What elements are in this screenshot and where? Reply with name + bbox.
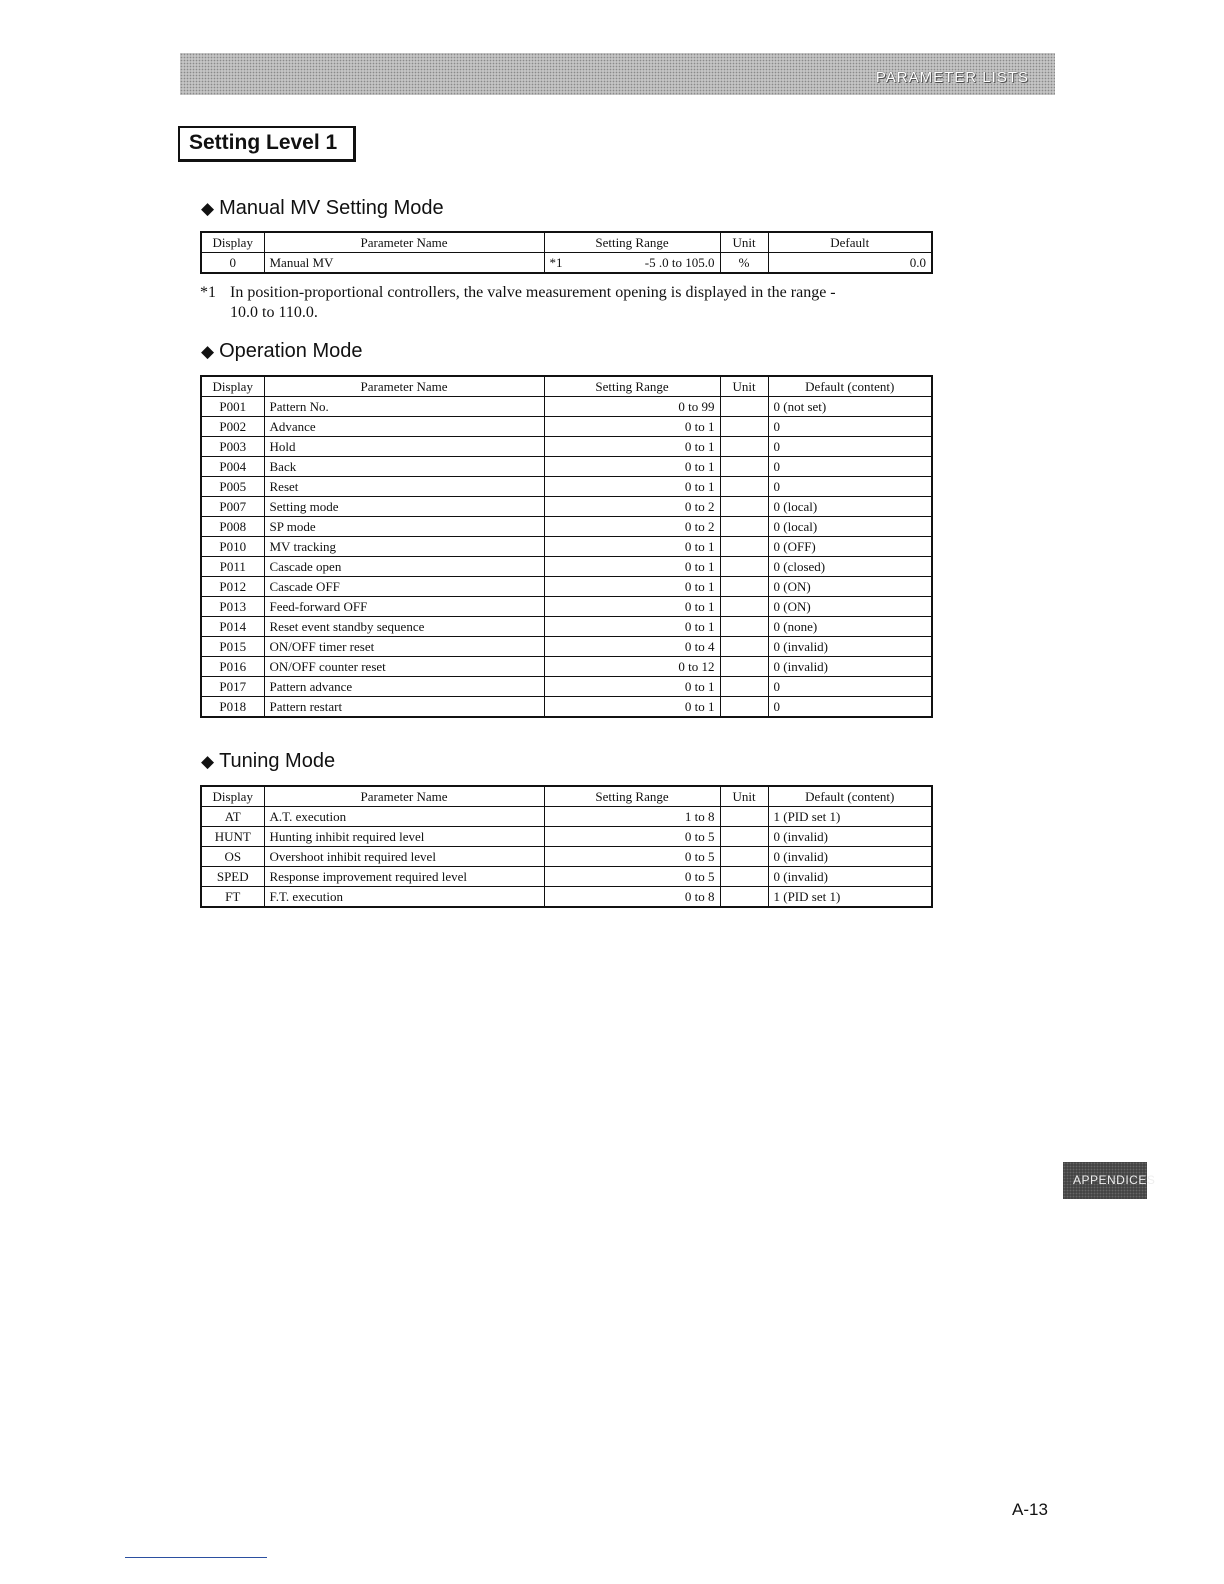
unit-cell: [720, 577, 768, 597]
header-cell: Setting Range: [544, 376, 720, 397]
unit-cell: [720, 397, 768, 417]
display-cell: P003: [201, 437, 264, 457]
default-cell: 0 (local): [768, 517, 932, 537]
range-cell: 0 to 99: [544, 397, 720, 417]
name-cell: ON/OFF timer reset: [264, 637, 544, 657]
header-cell: Setting Range: [544, 232, 720, 253]
range-cell: 0 to 1: [544, 677, 720, 697]
footnote-line1: In position-proportional controllers, the valve measurement opening is displayed in the range -: [230, 284, 836, 301]
table-row: [201, 537, 932, 557]
default-cell: 0 (OFF): [768, 537, 932, 557]
display-cell: P007: [201, 497, 264, 517]
header-cell: Unit: [720, 786, 768, 807]
range-cell: 0 to 2: [544, 517, 720, 537]
range-cell: [544, 253, 720, 274]
display-cell: P014: [201, 617, 264, 637]
table-header-row: [201, 232, 932, 253]
footnote-line2: 10.0 to 110.0.: [230, 304, 318, 321]
default-cell: 0: [768, 457, 932, 477]
display-cell: 0: [201, 253, 264, 274]
header-cell: Unit: [720, 376, 768, 397]
display-cell: P016: [201, 657, 264, 677]
unit-cell: [720, 517, 768, 537]
range-cell: 0 to 5: [544, 847, 720, 867]
table-row: [201, 253, 932, 274]
default-cell: 0 (ON): [768, 577, 932, 597]
table-row: [201, 477, 932, 497]
unit-cell: [720, 677, 768, 697]
name-cell: Cascade open: [264, 557, 544, 577]
unit-cell: [720, 437, 768, 457]
display-cell: P004: [201, 457, 264, 477]
name-cell: Manual MV: [264, 253, 544, 274]
range-cell: 0 to 1: [544, 557, 720, 577]
default-cell: 1 (PID set 1): [768, 807, 932, 827]
default-cell: 0 (invalid): [768, 637, 932, 657]
range-cell: 0 to 2: [544, 497, 720, 517]
unit-cell: [720, 697, 768, 718]
name-cell: Reset event standby sequence: [264, 617, 544, 637]
display-cell: SPED: [201, 867, 264, 887]
display-cell: P010: [201, 537, 264, 557]
default-cell: 0 (invalid): [768, 657, 932, 677]
table-row: [201, 397, 932, 417]
default-cell: 0 (invalid): [768, 847, 932, 867]
name-cell: F.T. execution: [264, 887, 544, 908]
range-cell: 0 to 1: [544, 477, 720, 497]
table-row: [201, 517, 932, 537]
header-cell: Parameter Name: [264, 232, 544, 253]
default-cell: 0: [768, 417, 932, 437]
display-cell: FT: [201, 887, 264, 908]
tuning-title-text: Tuning Mode: [219, 750, 336, 772]
range-cell: 0 to 1: [544, 697, 720, 718]
header-banner: [180, 53, 1055, 95]
table-row: [201, 827, 932, 847]
range-cell: 0 to 12: [544, 657, 720, 677]
display-cell: HUNT: [201, 827, 264, 847]
tuning-table: [200, 785, 933, 908]
default-cell: 0 (ON): [768, 597, 932, 617]
display-cell: P011: [201, 557, 264, 577]
unit-cell: [720, 827, 768, 847]
range-cell: 0 to 1: [544, 537, 720, 557]
level-title: Setting Level 1: [189, 131, 338, 154]
table-row: [201, 657, 932, 677]
unit-cell: [720, 657, 768, 677]
header-cell: Display: [201, 786, 264, 807]
unit-cell: [720, 617, 768, 637]
default-cell: 0 (closed): [768, 557, 932, 577]
table-row: [201, 617, 932, 637]
diamond-bullet-icon: ◆: [201, 342, 215, 361]
footnote: [200, 283, 940, 323]
table-row: [201, 637, 932, 657]
unit-cell: %: [720, 253, 768, 274]
default-cell: 0 (invalid): [768, 827, 932, 847]
unit-cell: [720, 477, 768, 497]
range-cell: 0 to 8: [544, 887, 720, 908]
range-cell: 0 to 5: [544, 867, 720, 887]
level-title-box: [178, 126, 356, 162]
page-number: A-13: [1012, 1500, 1048, 1519]
table-row: [201, 697, 932, 718]
table-row: [201, 807, 932, 827]
table-row: [201, 597, 932, 617]
display-cell: P013: [201, 597, 264, 617]
header-cell: Default (content): [768, 376, 932, 397]
footnote-mark: *1: [200, 284, 216, 301]
table-row: [201, 867, 932, 887]
name-cell: SP mode: [264, 517, 544, 537]
display-cell: P002: [201, 417, 264, 437]
name-cell: Overshoot inhibit required level: [264, 847, 544, 867]
table-row: [201, 677, 932, 697]
default-cell: 0 (local): [768, 497, 932, 517]
header-cell: Display: [201, 232, 264, 253]
name-cell: Setting mode: [264, 497, 544, 517]
name-cell: Hold: [264, 437, 544, 457]
default-cell: 0.0: [768, 253, 932, 274]
default-cell: 0: [768, 477, 932, 497]
unit-cell: [720, 637, 768, 657]
header-cell: Parameter Name: [264, 786, 544, 807]
range-cell: 0 to 1: [544, 417, 720, 437]
unit-cell: [720, 867, 768, 887]
display-cell: P001: [201, 397, 264, 417]
table-row: [201, 557, 932, 577]
manual-title-text: Manual MV Setting Mode: [219, 197, 444, 219]
name-cell: Feed-forward OFF: [264, 597, 544, 617]
unit-cell: [720, 537, 768, 557]
name-cell: Pattern restart: [264, 697, 544, 718]
manual-table: [200, 231, 933, 274]
range-value: -5 .0 to 105.0: [644, 255, 715, 270]
unit-cell: [720, 847, 768, 867]
range-cell: 0 to 1: [544, 457, 720, 477]
table-row: [201, 847, 932, 867]
table-row: [201, 887, 932, 908]
appendices-tab-label: APPENDICES: [1073, 1173, 1156, 1187]
unit-cell: [720, 557, 768, 577]
unit-cell: [720, 807, 768, 827]
display-cell: P008: [201, 517, 264, 537]
appendices-tab: [1063, 1162, 1156, 1199]
table-row: [201, 497, 932, 517]
display-cell: P012: [201, 577, 264, 597]
unit-cell: [720, 497, 768, 517]
range-cell: 0 to 1: [544, 597, 720, 617]
footnote-ref: *1: [549, 255, 563, 270]
display-cell: P017: [201, 677, 264, 697]
table-header-row: [201, 376, 932, 397]
header-cell: Parameter Name: [264, 376, 544, 397]
unit-cell: [720, 417, 768, 437]
operation-title-text: Operation Mode: [219, 340, 363, 362]
table-row: [201, 577, 932, 597]
diamond-bullet-icon: ◆: [201, 752, 215, 771]
default-cell: 0: [768, 697, 932, 718]
range-cell: 0 to 1: [544, 437, 720, 457]
name-cell: Pattern No.: [264, 397, 544, 417]
name-cell: Back: [264, 457, 544, 477]
name-cell: Hunting inhibit required level: [264, 827, 544, 847]
display-cell: P018: [201, 697, 264, 718]
default-cell: 0 (invalid): [768, 867, 932, 887]
table-row: [201, 457, 932, 477]
unit-cell: [720, 457, 768, 477]
header-cell: Display: [201, 376, 264, 397]
banner-title: PARAMETER LISTS: [875, 69, 1029, 86]
range-cell: 1 to 8: [544, 807, 720, 827]
name-cell: Response improvement required level: [264, 867, 544, 887]
name-cell: Advance: [264, 417, 544, 437]
table-header-row: [201, 786, 932, 807]
name-cell: Cascade OFF: [264, 577, 544, 597]
range-cell: 0 to 4: [544, 637, 720, 657]
operation-section-title: [201, 340, 363, 363]
operation-table: [200, 375, 933, 718]
header-cell: Setting Range: [544, 786, 720, 807]
display-cell: P005: [201, 477, 264, 497]
display-cell: OS: [201, 847, 264, 867]
name-cell: Pattern advance: [264, 677, 544, 697]
diamond-bullet-icon: ◆: [201, 199, 215, 218]
name-cell: A.T. execution: [264, 807, 544, 827]
default-cell: 1 (PID set 1): [768, 887, 932, 908]
name-cell: Reset: [264, 477, 544, 497]
tuning-section-title: [201, 750, 335, 773]
header-cell: Default (content): [768, 786, 932, 807]
header-cell: Default: [768, 232, 932, 253]
unit-cell: [720, 597, 768, 617]
display-cell: AT: [201, 807, 264, 827]
default-cell: 0 (none): [768, 617, 932, 637]
name-cell: MV tracking: [264, 537, 544, 557]
range-cell: 0 to 1: [544, 617, 720, 637]
default-cell: 0: [768, 677, 932, 697]
header-cell: Unit: [720, 232, 768, 253]
name-cell: ON/OFF counter reset: [264, 657, 544, 677]
table-row: [201, 417, 932, 437]
bottom-rule: [125, 1557, 267, 1558]
display-cell: P015: [201, 637, 264, 657]
manual-section-title: [201, 197, 444, 220]
unit-cell: [720, 887, 768, 908]
range-cell: 0 to 1: [544, 577, 720, 597]
default-cell: 0 (not set): [768, 397, 932, 417]
range-cell: 0 to 5: [544, 827, 720, 847]
table-row: [201, 437, 932, 457]
default-cell: 0: [768, 437, 932, 457]
